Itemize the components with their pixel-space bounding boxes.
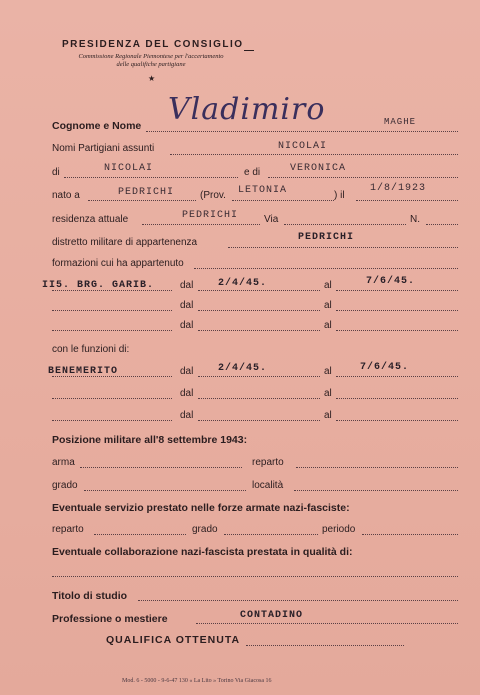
cognome-value: MAGHE [384, 117, 417, 127]
titolo-studio-label: Titolo di studio [52, 590, 128, 602]
servizio-grado-line [224, 534, 318, 535]
formazione-dal-label: dal [180, 280, 194, 291]
funzione-dal-line [198, 398, 320, 399]
prov-value: LETONIA [238, 185, 288, 196]
collaborazione-line [52, 576, 458, 577]
servizio-title: Eventuale servizio prestato nelle forze armate nazi-fasciste: [52, 502, 350, 514]
residenza-value: PEDRICHI [182, 210, 239, 221]
distretto-value: PEDRICHI [298, 232, 355, 243]
nomi-line [170, 154, 458, 155]
posizione-title: Posizione militare all'8 settembre 1943: [52, 434, 248, 446]
cognome-handwritten: Vladimiro [168, 92, 326, 127]
funzione-dal-label: dal [180, 388, 194, 399]
servizio-reparto-label: reparto [52, 524, 84, 535]
di-label: di [52, 167, 60, 178]
reparto-label: reparto [252, 457, 284, 468]
localita-label: località [252, 480, 284, 491]
il-label: ) il [334, 190, 345, 201]
via-label: Via [264, 214, 279, 225]
nato-label: nato a [52, 190, 80, 201]
header-line1: Commissione Regionale Piemontese per l'accertamento [78, 53, 224, 60]
formazione-dal: 2/4/45. [218, 278, 268, 289]
nato-value: PEDRICHI [118, 187, 175, 198]
header-line2: delle qualifiche partigiane [116, 61, 186, 68]
distretto-line [228, 247, 458, 248]
header-title: PRESIDENZA DEL CONSIGLIO [62, 39, 244, 50]
professione-label: Professione o mestiere [52, 613, 168, 625]
data-nascita: 1/8/1923 [370, 183, 427, 194]
professione-line [196, 623, 458, 624]
professione-value: CONTADINO [240, 610, 304, 621]
qualifica-label: QUALIFICA OTTENUTA [106, 634, 241, 646]
padre-line [64, 177, 238, 178]
funzione-al-line [336, 376, 458, 377]
formazione-al-line [336, 290, 458, 291]
n-label: N. [410, 214, 420, 225]
formazione-al-line [336, 330, 458, 331]
servizio-grado-label: grado [192, 524, 218, 535]
funzione-dal-line [198, 420, 320, 421]
e-di-label: e di [244, 167, 261, 178]
formazione-line [52, 330, 172, 331]
formazioni-label: formazioni cui ha appartenuto [52, 258, 184, 269]
funzione-dal-label: dal [180, 410, 194, 421]
madre-value: VERONICA [290, 163, 347, 174]
arma-label: arma [52, 457, 75, 468]
cognome-label: Cognome e Nome [52, 120, 142, 132]
formazione-dal-label: dal [180, 320, 194, 331]
funzione-dal: 2/4/45. [218, 363, 268, 374]
header-subtitle-block [66, 53, 236, 69]
funzione-al-label: al [324, 410, 332, 421]
grado-label: grado [52, 480, 78, 491]
grado-line [84, 490, 246, 491]
servizio-reparto-line [94, 534, 186, 535]
funzione-al-label: al [324, 388, 332, 399]
madre-line [268, 177, 458, 178]
formazione-al-label: al [324, 300, 332, 311]
padre-value: NICOLAI [104, 163, 154, 174]
cognome-line [146, 131, 458, 132]
formazione-al-line [336, 310, 458, 311]
via-line [284, 224, 406, 225]
localita-line [294, 490, 458, 491]
formazione-dal-label: dal [180, 300, 194, 311]
residenza-label: residenza attuale [52, 214, 129, 225]
formazione-dal-line [198, 310, 320, 311]
prov-label: (Prov. [200, 190, 226, 201]
funzione-al: 7/6/45. [360, 362, 410, 373]
funzione-line [52, 376, 172, 377]
funzione-dal-label: dal [180, 366, 194, 377]
star-icon: ★ [148, 74, 156, 83]
funzione-line [52, 398, 172, 399]
funzione-al-line [336, 420, 458, 421]
funzione-line [52, 420, 172, 421]
nomi-value: NICOLAI [278, 141, 328, 152]
funzioni-label: con le funzioni di: [52, 344, 130, 355]
n-line [426, 224, 458, 225]
servizio-periodo-label: periodo [322, 524, 356, 535]
footer-imprint: Mod. 6 - 5000 - 9-6-47 130 « La Lito » Torino Via Giacosa 16 [122, 678, 272, 684]
qualifica-line [246, 645, 404, 646]
funzione-dal-line [198, 376, 320, 377]
header-underline [244, 50, 254, 51]
formazione-al-label: al [324, 320, 332, 331]
servizio-periodo-line [362, 534, 458, 535]
formazione-line [52, 290, 172, 291]
formazione-line [52, 310, 172, 311]
prov-line [232, 200, 334, 201]
data-nascita-line [356, 200, 458, 201]
formazioni-line [194, 268, 458, 269]
arma-line [80, 467, 242, 468]
funzione-al-label: al [324, 366, 332, 377]
distretto-label: distretto militare di appartenenza [52, 237, 198, 248]
nato-line [88, 200, 196, 201]
nomi-label: Nomi Partigiani assunti [52, 143, 155, 154]
formazione-nome: II5. BRG. GARIB. [42, 280, 155, 291]
formazione-al-label: al [324, 280, 332, 291]
reparto-line [296, 467, 458, 468]
residenza-line [142, 224, 260, 225]
funzione-al-line [336, 398, 458, 399]
formazione-dal-line [198, 330, 320, 331]
funzione-nome: BENEMERITO [48, 366, 119, 377]
collaborazione-title: Eventuale collaborazione nazi-fascista prestata in qualità di: [52, 546, 353, 558]
titolo-studio-line [138, 600, 458, 601]
formazione-al: 7/6/45. [366, 276, 416, 287]
formazione-dal-line [198, 290, 320, 291]
